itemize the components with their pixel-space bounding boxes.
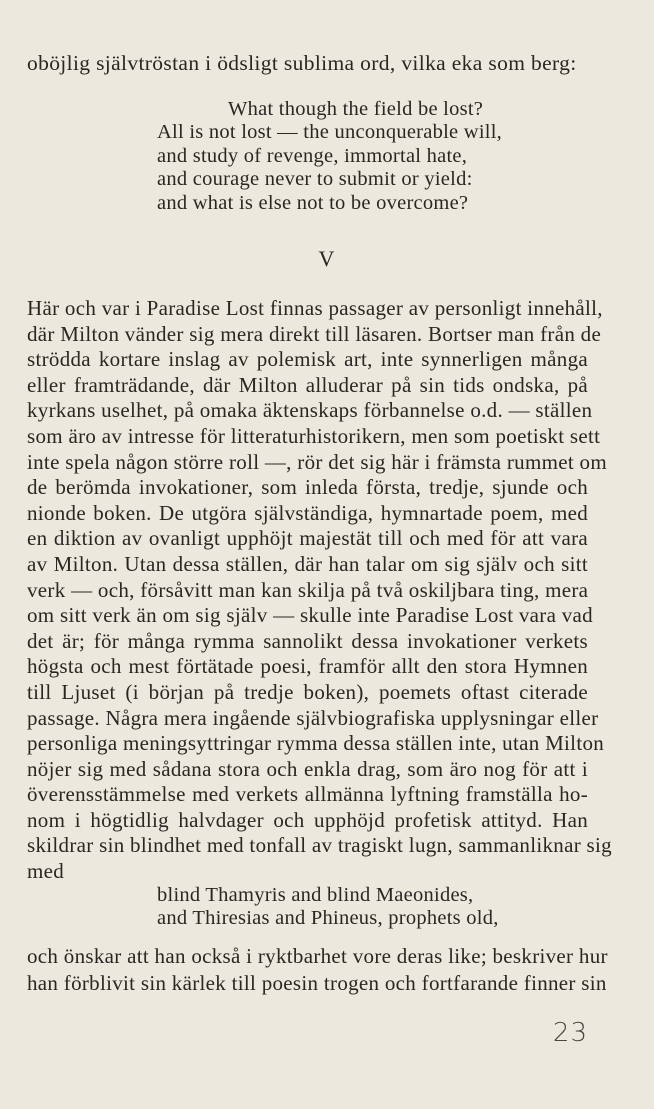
body-line: till Ljuset (i början på tredje boken), poemets oftast citerade [27, 679, 588, 704]
verse-quote-blind-prophets [157, 884, 499, 931]
verse-line: and courage never to submit or yield: [157, 168, 473, 191]
body-line: som äro av intresse för litteraturhistorikern, men som poetiskt sett [27, 423, 601, 448]
body-line: inte spela någon större roll —, rör det sig här i främsta rummet om [27, 449, 607, 474]
body-line: de berömda invokationer, som inleda första, tredje, sjunde och [27, 475, 588, 500]
verse-line: What though the field be lost? [228, 98, 484, 120]
body-line: nionde boken. De utgöra självständiga, hymnartade poem, med [27, 500, 588, 525]
verse-line: and what is else not to be overcome? [157, 191, 469, 214]
closing-paragraph [27, 943, 608, 996]
body-line: eller framträdande, där Milton alluderar på sin tids ondska, på [27, 372, 588, 397]
section-heading-numeral: V [318, 246, 336, 271]
body-line: Här och var i Paradise Lost finnas passager av personligt innehåll, [27, 296, 603, 320]
body-line: passage. Några mera ingående självbiografiska upplysningar eller [27, 705, 599, 730]
body-line: han förblivit sin kärlek till poesin trogen och fortfarande finner sin [27, 970, 607, 995]
verse-quote-paradise-lost [157, 98, 502, 215]
body-line: överensstämmelse med verkets allmänna lyftning framställa ho- [27, 782, 588, 807]
body-line: strödda kortare inslag av polemisk art, inte synnerligen många [27, 347, 588, 372]
body-line: personliga meningsyttringar rymma dessa ställen inte, utan Milton [27, 731, 605, 756]
body-line: av Milton. Utan dessa ställen, där han talar om sig själv och sitt [27, 551, 588, 576]
body-line: en diktion av ovanligt upphöjt majestät till och med för att vara [27, 526, 588, 551]
verse-line: and study of revenge, immortal hate, [157, 144, 468, 167]
body-line: verk — och, försåvitt man kan skilja på två oskiljbara ting, mera [27, 577, 589, 602]
body-line: med [27, 859, 65, 884]
verse-line: All is not lost — the unconquerable will, [157, 121, 503, 144]
verse-line: blind Thamyris and blind Maeonides, [157, 884, 474, 906]
body-line: kyrkans uselhet, på omaka äktenskaps förbannelse o.d. — ställen [27, 398, 593, 423]
page-number: 23 [552, 1018, 588, 1048]
body-line: om sitt verk än om sig själv — skulle inte Paradise Lost vara vad [27, 603, 593, 628]
lead-line: oböjlig självtröstan i ödsligt sublima ord, vilka eka som berg: [27, 51, 577, 75]
body-line: skildrar sin blindhet med tonfall av tragiskt lugn, sammanliknar sig [27, 833, 612, 858]
body-line: där Milton vänder sig mera direkt till läsaren. Bortser man från de [27, 321, 602, 346]
body-line: och önskar att han också i ryktbarhet vore deras like; beskriver hur [27, 944, 608, 968]
body-line: högsta och mest förtätade poesi, framför allt den stora Hymnen [27, 654, 588, 679]
body-paragraph [27, 296, 612, 885]
body-line: det är; för många rymma sannolikt dessa invokationer verkets [27, 628, 588, 653]
body-line: nöjer sig med sådana stora och enkla drag, som äro nog för att i [27, 756, 588, 781]
body-line: nom i högtidlig halvdager och upphöjd profetisk attityd. Han [27, 807, 588, 832]
verse-line: and Thiresias and Phineus, prophets old, [157, 907, 499, 930]
